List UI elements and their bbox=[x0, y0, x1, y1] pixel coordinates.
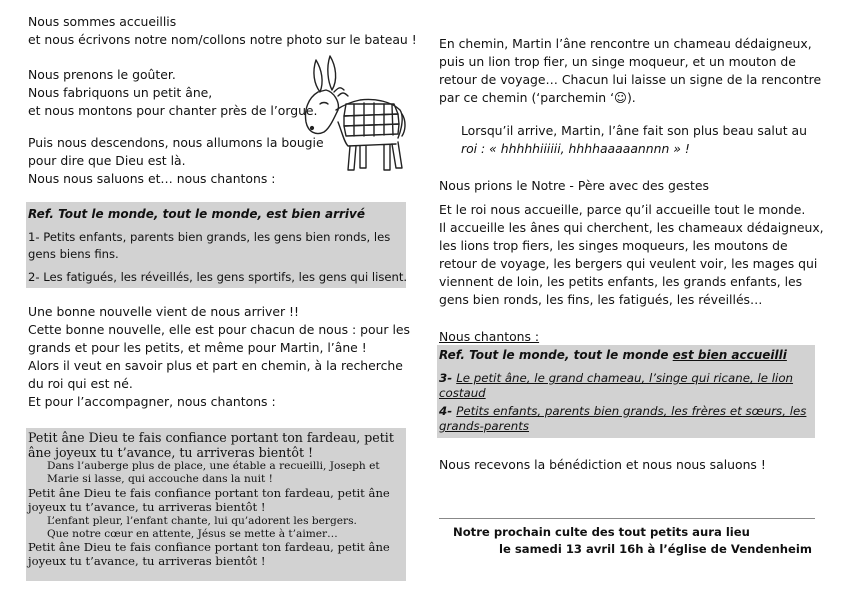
gouter-line: et nous montons pour chanter près de l’orgue. bbox=[28, 103, 318, 118]
chant2-couplet-a bbox=[47, 460, 380, 486]
intro-line: et nous écrivons notre nom/collons notre photo sur le bateau ! bbox=[28, 32, 417, 47]
roi-line: viennent de loin, les petits enfants, les grands enfants, les bbox=[439, 274, 803, 289]
chant2-line: Que notre cœur en attente, Jésus se mette à t’aimer… bbox=[47, 528, 338, 540]
arrive-paragraph bbox=[461, 122, 807, 158]
chant2-line: Petit âne Dieu te fais confiance portant ton fardeau, petit bbox=[28, 430, 394, 445]
nouvelle-line: Cette bonne nouvelle, elle est pour chacun de nous : pour les bbox=[28, 322, 410, 337]
chant2-line: âne joyeux tu t’avance, tu arriveras bientôt ! bbox=[28, 445, 314, 460]
chant2-refrain-c bbox=[28, 540, 390, 568]
chant1-verse2: 2- Les fatigués, les réveillés, les gens sportifs, les gens qui lisent. bbox=[28, 270, 408, 284]
chant2-line: joyeux tu t’avance, tu arriveras bientôt ! bbox=[28, 554, 266, 568]
arrive-line: roi : « hhhhhiiiiii, hhhhaaaaannnn » ! bbox=[461, 141, 690, 156]
arrive-line: Lorsqu’il arrive, Martin, l’âne fait son plus beau salut au bbox=[461, 123, 807, 138]
chant3-verse4 bbox=[439, 404, 806, 419]
footer-line: Notre prochain culte des tout petits aura lieu bbox=[453, 525, 750, 539]
nouvelle-line: du roi qui est né. bbox=[28, 376, 133, 391]
benediction-line: Nous recevons la bénédiction et nous nous saluons ! bbox=[439, 457, 766, 472]
roi-line: gens bien ronds, les fins, les fatigués, les réveillés… bbox=[439, 292, 763, 307]
chant3-verse3-text: Le petit âne, le grand chameau, l’singe qui ricane, le lion bbox=[456, 371, 794, 385]
chant3-refrain bbox=[439, 346, 787, 364]
bougie-paragraph bbox=[28, 134, 324, 188]
chant3-verse3 bbox=[439, 371, 793, 386]
chant3-refrain-a: Ref. Tout le monde, tout le monde bbox=[439, 348, 673, 362]
chemin-line: par ce chemin (‘parchemin ‘☺). bbox=[439, 90, 636, 105]
nouvelle-paragraph bbox=[28, 303, 410, 411]
chemin-line: retour de voyage… Chacun lui laisse un signe de la rencontre bbox=[439, 72, 822, 87]
intro-paragraph bbox=[28, 13, 417, 49]
footer-announcement bbox=[453, 524, 812, 558]
chant2-line: joyeux tu t’avance, tu arriveras bientôt ! bbox=[28, 500, 266, 514]
chant-box-3 bbox=[437, 345, 815, 438]
chant1-refrain: Ref. Tout le monde, tout le monde, est bien arrivé bbox=[28, 207, 365, 221]
chant3-verse3-cont: costaud bbox=[439, 386, 486, 400]
chant3-verse3-num: 3- bbox=[439, 371, 457, 385]
nouvelle-line: Alors il veut en savoir plus et part en chemin, à la recherche bbox=[28, 358, 403, 373]
chant1-verse1: gens biens fins. bbox=[28, 247, 119, 261]
gouter-line: Nous fabriquons un petit âne, bbox=[28, 85, 213, 100]
notre-pere-line: Nous prions le Notre - Père avec des gestes bbox=[439, 178, 709, 193]
chant2-line: Petit âne Dieu te fais confiance portant ton fardeau, petit âne bbox=[28, 540, 390, 554]
chant3-verse4-num: 4- bbox=[439, 404, 457, 418]
nouvelle-line: Une bonne nouvelle vient de nous arriver !! bbox=[28, 304, 299, 319]
nouvelle-line: grands et pour les petits, et même pour Martin, l’âne ! bbox=[28, 340, 367, 355]
chant2-refrain-b bbox=[28, 486, 390, 514]
chant2-line: L’enfant pleur, l’enfant chante, lui qu’adorent les bergers. bbox=[47, 515, 357, 527]
gouter-line: Nous prenons le goûter. bbox=[28, 67, 176, 82]
chant3-verse4-cont: grands-parents bbox=[439, 419, 530, 433]
roi-paragraph bbox=[439, 201, 824, 309]
chant2-line: Marie si lasse, qui accouche dans la nuit ! bbox=[47, 473, 273, 485]
footer-divider bbox=[439, 518, 815, 519]
gouter-paragraph bbox=[28, 66, 318, 120]
roi-line: les lions trop fiers, les singes moqueurs, les moutons de bbox=[439, 238, 788, 253]
footer-line: le samedi 13 avril 16h à l’église de Vendenheim bbox=[499, 542, 812, 556]
chant-box-1 bbox=[26, 202, 406, 288]
bougie-line: Puis nous descendons, nous allumons la bougie bbox=[28, 135, 324, 150]
chemin-line: En chemin, Martin l’âne rencontre un chameau dédaigneux, bbox=[439, 36, 812, 51]
chant3-verse4-text: Petits enfants, parents bien grands, les frères et sœurs, les bbox=[456, 404, 807, 418]
chemin-paragraph bbox=[439, 35, 821, 107]
donkey-icon bbox=[298, 52, 410, 176]
intro-line: Nous sommes accueillis bbox=[28, 14, 177, 29]
chant2-line: Dans l’auberge plus de place, une étable a recueilli, Joseph et bbox=[47, 460, 380, 472]
chant3-refrain-b: est bien accueilli bbox=[672, 348, 787, 362]
chant-box-2 bbox=[26, 428, 406, 581]
chant2-refrain-a bbox=[28, 430, 394, 460]
chantons-title: Nous chantons : bbox=[439, 329, 540, 344]
bougie-line: Nous nous saluons et… nous chantons : bbox=[28, 171, 276, 186]
chant2-couplet-b bbox=[47, 515, 357, 541]
roi-line: Il accueille les ânes qui cherchent, les chameaux dédaigneux, bbox=[439, 220, 824, 235]
chant1-verse1: 1- Petits enfants, parents bien grands, les gens bien ronds, les bbox=[28, 230, 391, 244]
chemin-line: puis un lion trop fier, un singe moqueur, et un mouton de bbox=[439, 54, 796, 69]
nouvelle-line: Et pour l’accompagner, nous chantons : bbox=[28, 394, 276, 409]
roi-line: retour de voyage, les bergers qui veulent voir, les mages qui bbox=[439, 256, 818, 271]
bougie-line: pour dire que Dieu est là. bbox=[28, 153, 186, 168]
chant2-line: Petit âne Dieu te fais confiance portant ton fardeau, petit âne bbox=[28, 486, 390, 500]
roi-line: Et le roi nous accueille, parce qu’il accueille tout le monde. bbox=[439, 202, 806, 217]
